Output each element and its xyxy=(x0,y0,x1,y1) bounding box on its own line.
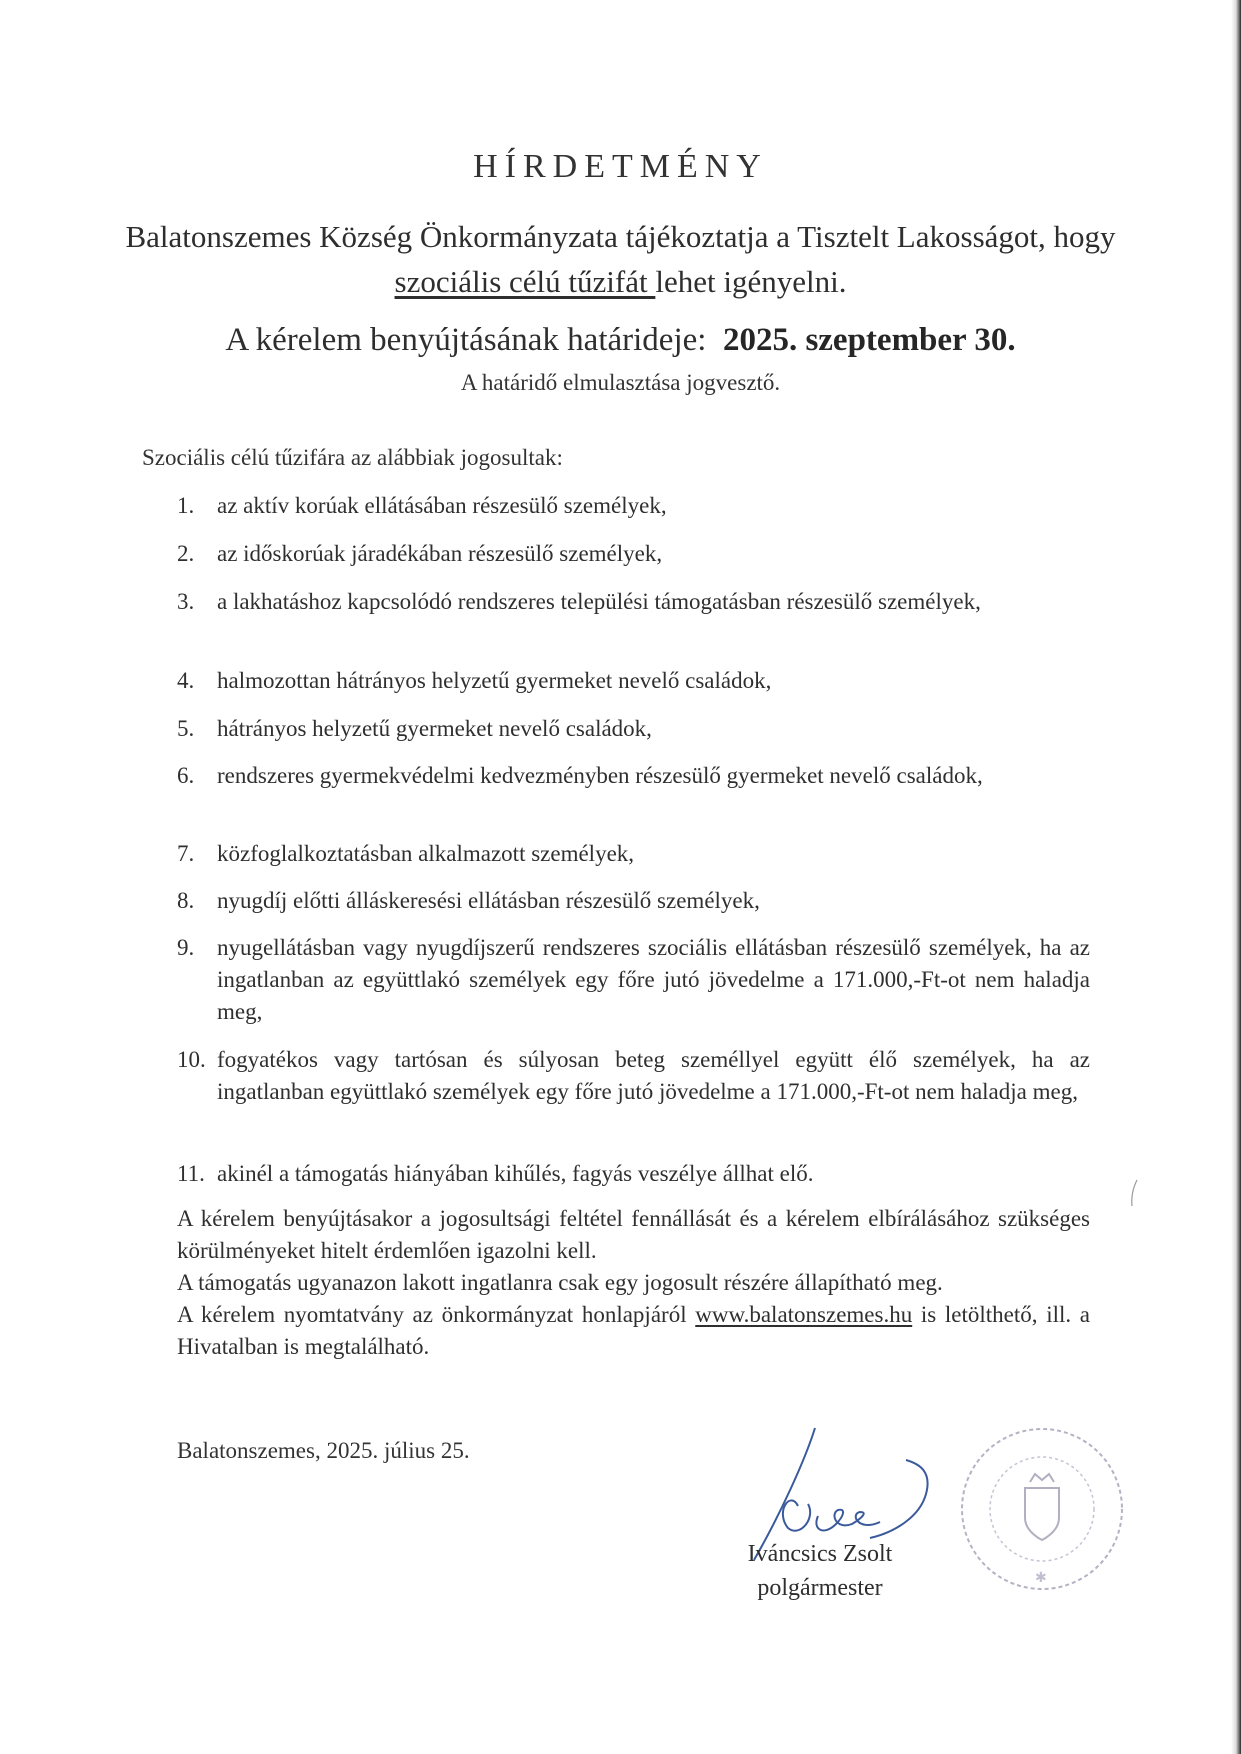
paragraph-proof: A kérelem benyújtásakor a jogosultsági feltétel fennállását és a kérelem elbírálásához szükséges körülményeket hitelt érdemlően igazolni kell. xyxy=(177,1206,1090,1263)
signer-title: polgármester xyxy=(757,1575,883,1601)
list-number: 5. xyxy=(177,716,195,741)
list-item xyxy=(177,885,1090,917)
list-text: fogyatékos vagy tartósan és súlyosan beteg személlyel együtt élő személyek, ha az ingatlanban együttlakó személyek egy főre jutó jövedelme a 171.000,-Ft-ot nem haladja meg, xyxy=(217,1047,1090,1104)
svg-text:✱: ✱ xyxy=(1035,1570,1047,1586)
list-text: közfoglalkoztatásban alkalmazott személyek, xyxy=(217,841,635,866)
list-text: rendszeres gyermekvédelmi kedvezményben részesülő gyermeket nevelő családok, xyxy=(217,763,983,788)
scan-border xyxy=(1231,0,1241,1754)
list-item xyxy=(177,665,1090,697)
list-number: 1. xyxy=(177,493,195,518)
notice-title: HÍRDETMÉNY xyxy=(473,148,768,185)
paragraph-form-download xyxy=(177,1299,1090,1363)
intro-text xyxy=(120,214,1121,304)
form-text-before: A kérelem nyomtatvány az önkormányzat honlapjáról xyxy=(177,1302,696,1327)
list-item xyxy=(177,932,1090,1028)
signer-name: Iváncsics Zsolt xyxy=(747,1541,893,1567)
list-text: akinél a támogatás hiányában kihűlés, fagyás veszélye állhat elő. xyxy=(217,1161,814,1186)
list-item xyxy=(177,586,1090,618)
list-item xyxy=(177,1158,1090,1190)
deadline-line xyxy=(0,322,1241,359)
signer-block xyxy=(700,1537,940,1605)
list-text: az időskorúak járadékában részesülő személyek, xyxy=(217,541,663,566)
form-text-after: is letölthető, ill. a Hivatalban is megtalálható. xyxy=(177,1302,1090,1359)
list-text: a lakhatáshoz kapcsolódó rendszeres települési támogatásban részesülő személyek, xyxy=(217,589,981,614)
list-number: 11. xyxy=(177,1161,205,1186)
list-item xyxy=(177,538,1090,570)
list-number: 6. xyxy=(177,763,195,788)
list-text: hátrányos helyzetű gyermeket nevelő családok, xyxy=(217,716,652,741)
deadline-date: 2025. szeptember 30. xyxy=(722,322,1016,358)
closing-paragraphs xyxy=(177,1203,1090,1363)
paragraph-one-per-property: A támogatás ugyanazon lakott ingatlanra csak egy jogosult részére állapítható meg. xyxy=(177,1270,943,1295)
intro-part-2: lehet igényelni. xyxy=(655,264,847,299)
margin-mark xyxy=(1128,1178,1140,1208)
list-text: az aktív korúak ellátásában részesülő személyek, xyxy=(217,493,667,518)
website-link[interactable]: www.balatonszemes.hu xyxy=(695,1302,913,1327)
list-text: nyugdíj előtti álláskeresési ellátásban részesülő személyek, xyxy=(217,888,760,913)
list-item xyxy=(177,490,1090,522)
list-text: nyugellátásban vagy nyugdíjszerű rendszeres szociális ellátásban részesülő személyek, ha az ingatlanban az együttlakó személyek egy főre jutó jövedelme a 171.000,-Ft-ot nem haladja meg, xyxy=(217,935,1090,1024)
list-item xyxy=(177,760,1090,792)
list-number: 4. xyxy=(177,668,195,693)
list-number: 7. xyxy=(177,841,195,866)
deadline-label: A kérelem benyújtásának határideje: xyxy=(225,322,707,358)
intro-part-1: Balatonszemes Község Önkormányzata tájékoztatja a Tisztelt Lakosságot, hogy xyxy=(125,219,1116,254)
list-number: 3. xyxy=(177,589,195,614)
eligible-intro: Szociális célú tűzifára az alábbiak jogosultak: xyxy=(142,445,563,470)
list-number: 2. xyxy=(177,541,195,566)
deadline-note: A határidő elmulasztása jogvesztő. xyxy=(460,370,781,395)
stamp-icon xyxy=(955,1422,1130,1597)
list-item xyxy=(177,1044,1090,1108)
list-number: 10. xyxy=(177,1047,206,1072)
list-item xyxy=(177,713,1090,745)
place-date: Balatonszemes, 2025. július 25. xyxy=(177,1438,470,1463)
list-number: 9. xyxy=(177,935,195,960)
list-text: halmozottan hátrányos helyzetű gyermeket nevelő családok, xyxy=(217,668,772,693)
intro-underlined: szociális célú tűzifát xyxy=(394,264,656,299)
list-item xyxy=(177,838,1090,870)
list-number: 8. xyxy=(177,888,195,913)
